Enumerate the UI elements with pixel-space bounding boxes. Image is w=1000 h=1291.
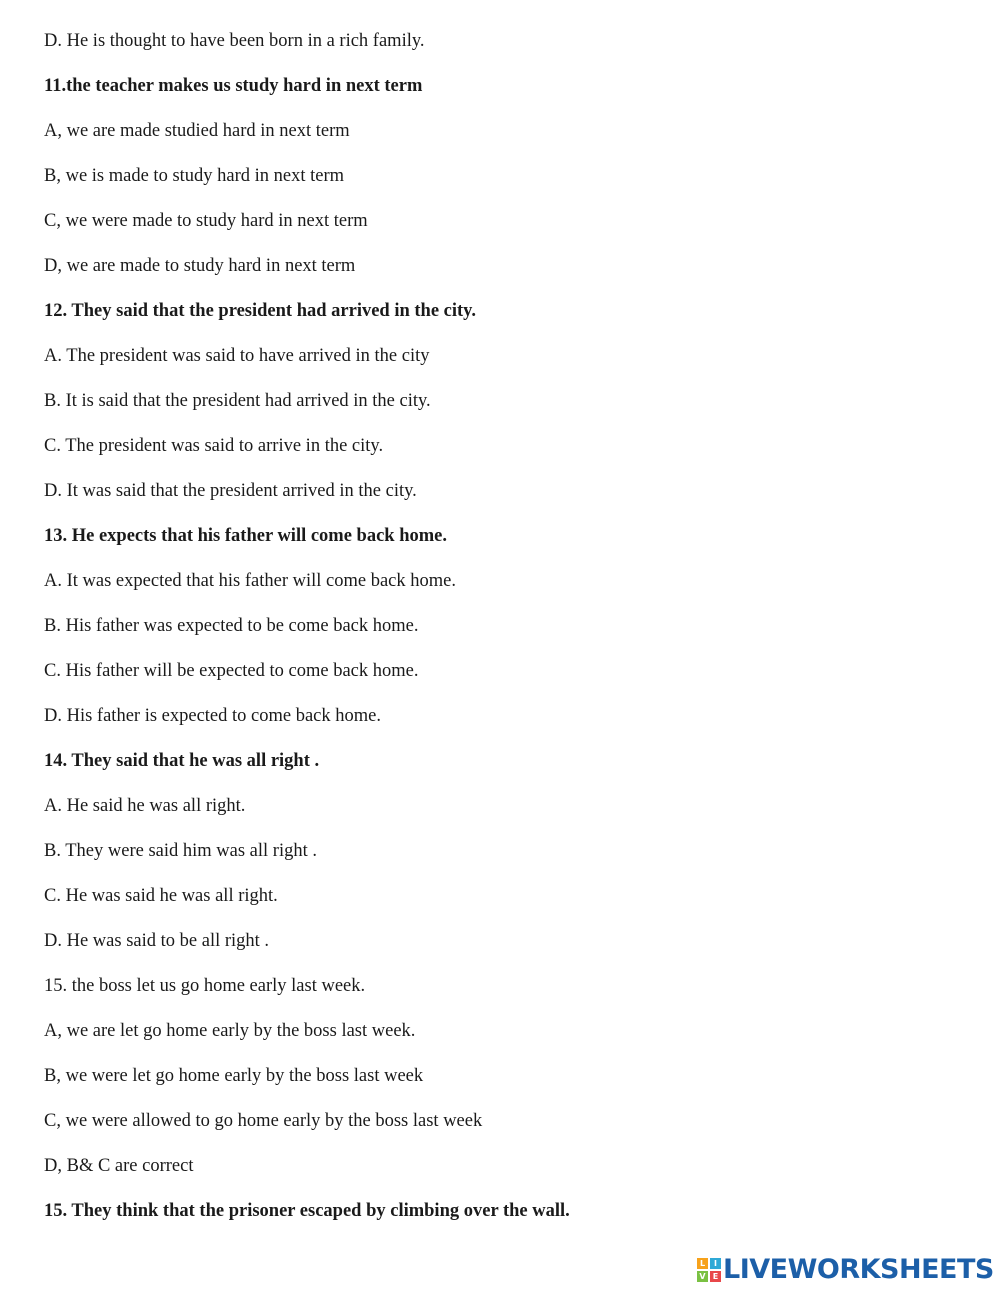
answer-option: B. His father was expected to be come back home. (44, 616, 419, 636)
answer-option: D, we are made to study hard in next term (44, 256, 356, 276)
answer-option: C. His father will be expected to come back home. (44, 661, 419, 681)
answer-option: A, we are let go home early by the boss last week. (44, 1021, 416, 1041)
brand-name: LIVEWORKSHEETS (723, 1254, 994, 1285)
question-text: 11.the teacher makes us study hard in next term (44, 76, 423, 96)
answer-option: C. He was said he was all right. (44, 886, 278, 906)
answer-option: A. He said he was all right. (44, 796, 246, 816)
answer-option: B. They were said him was all right . (44, 841, 317, 861)
answer-option: B, we is made to study hard in next term (44, 166, 345, 186)
logo-blocks-icon (697, 1258, 721, 1282)
answer-option: C. The president was said to arrive in the city. (44, 436, 384, 456)
logo-block: L (697, 1258, 708, 1269)
question-text: 12. They said that the president had arrived in the city. (44, 301, 477, 321)
answer-option: 15. the boss let us go home early last week. (44, 976, 366, 996)
question-text: 14. They said that he was all right . (44, 751, 320, 771)
answer-option: D. It was said that the president arrived in the city. (44, 481, 417, 501)
answer-option: A, we are made studied hard in next term (44, 121, 350, 141)
answer-option: A. The president was said to have arrived in the city (44, 346, 430, 366)
logo-block: V (697, 1271, 708, 1282)
question-text: 13. He expects that his father will come back home. (44, 526, 448, 546)
liveworksheets-logo (697, 1254, 994, 1286)
question-text: 15. They think that the prisoner escaped by climbing over the wall. (44, 1201, 570, 1221)
answer-option: B, we were let go home early by the boss last week (44, 1066, 424, 1086)
answer-option: B. It is said that the president had arrived in the city. (44, 391, 431, 411)
answer-option: D. He is thought to have been born in a rich family. (44, 31, 425, 51)
answer-option: A. It was expected that his father will come back home. (44, 571, 456, 591)
answer-option: C, we were made to study hard in next term (44, 211, 368, 231)
answer-option: C, we were allowed to go home early by the boss last week (44, 1111, 483, 1131)
answer-option: D. His father is expected to come back home. (44, 706, 381, 726)
answer-option: D. He was said to be all right . (44, 931, 270, 951)
answer-option: D, B& C are correct (44, 1156, 194, 1176)
logo-block: E (710, 1271, 721, 1282)
logo-block: I (710, 1258, 721, 1269)
